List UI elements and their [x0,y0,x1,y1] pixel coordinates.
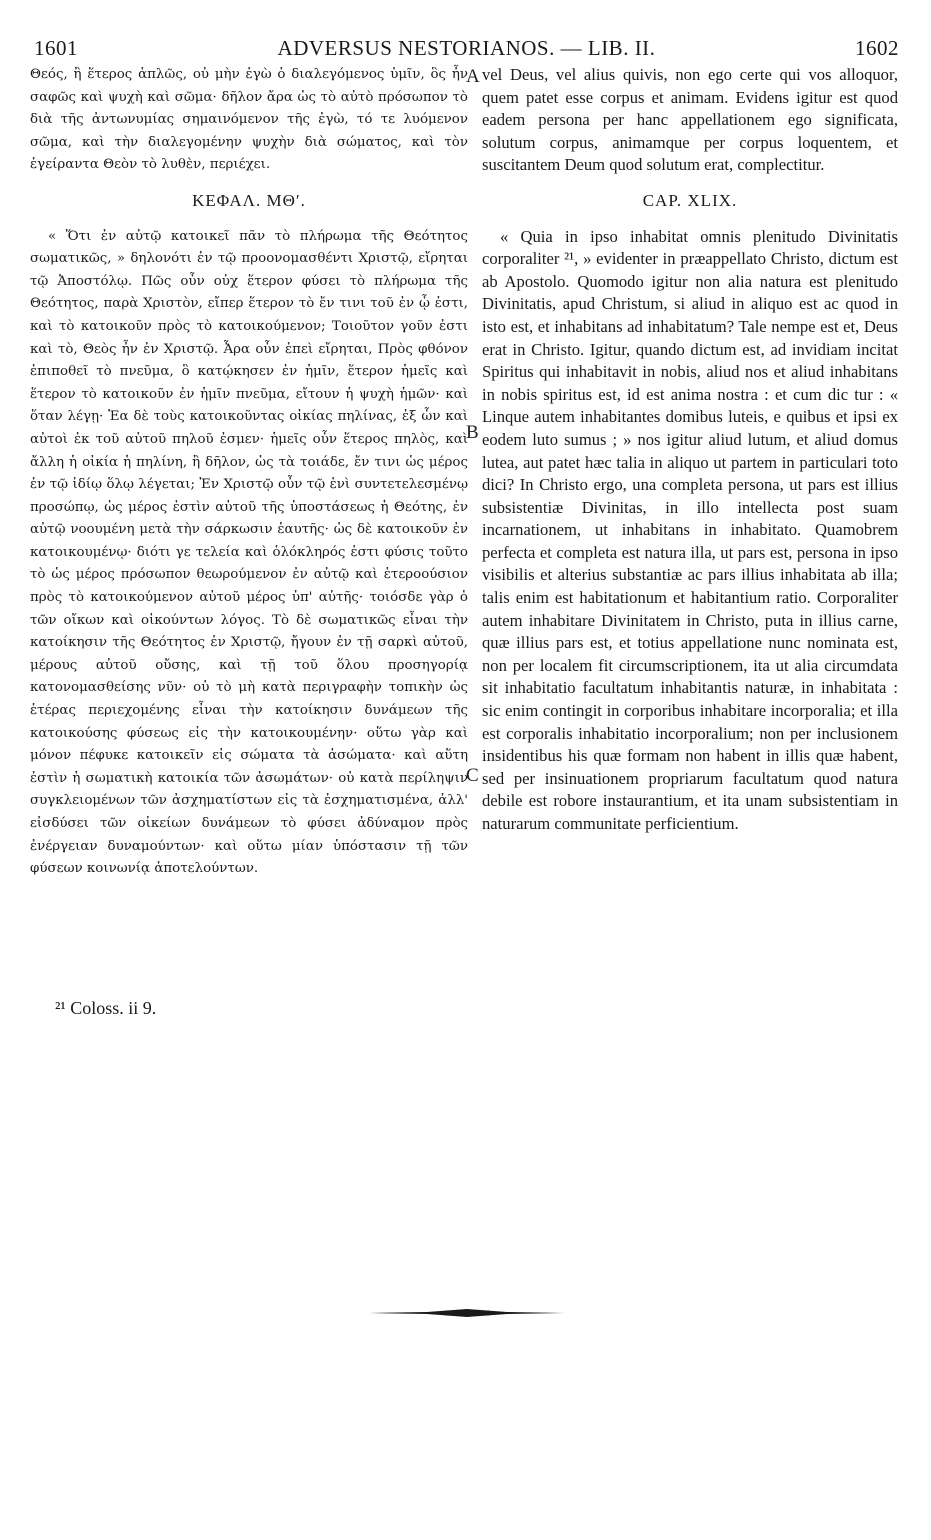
greek-paragraph-1: Θεός, ἢ ἕτερος ἁπλῶς, οὐ μὴν ἐγὼ ὁ διαλεγόμενος ὑμῖν, ὃς ἦν σαφῶς καὶ ψυχὴ καὶ σῶμα· δῆλον ἄρα ὡς τὸ αὐτὸ πρόσωπον τὸ διὰ τῆς ἀντωνυμίας σημαινόμενον τῆς ἐγὼ, τό τε λυόμενον σῶμα, καὶ τὴν διαλεγομένην ψυχὴν διὰ σώματος, καὶ τὸν ἐγείραντα Θεὸν τὸ λυθὲν, περιέχει. [30,67,468,173]
running-title: ADVERSUS NESTORIANOS. — LIB. II. [277,36,656,60]
greek-column [30,64,468,881]
latin-paragraph-2: « Quia in ipso inhabitat omnis plenitudo Divinitatis corporaliter ²¹, » evidenter in præappellato Christo, dictum est ab Apostolo. Quomodo igitur non alia natura est plenitudo Divinitatis, apud Christum, si aliud in aliquo est ac quod in isto est, et inhabitans ad inhabitatum? Tale nempe est et, Deus erat in Christo. Igitur, quando dictum est, ad invidiam incitat Spiritus qui inhabitavit in nobis, aliud nos et aliud inhabitans in nobis spiritus est, id est anima nostra : et cum dic tur : « Linque autem inhabitantes domibus luteis, e quibus et ipsi ex eodem luto sumus ; » nos igitur aliud lutum, et aliud domus lutea, aut patet hæc talia in aliquo ut partem in particulari toto dici? In Christo ergo, una completa persona, ut pars est illius subsistentiæ Divinitas, in illo intellecta post suam incarnationem, ut inhabitans in inhabitato. Quamobrem perfecta et completa est natura illa, ut pars est, persona in ipso visibilis et alterius substantiæ ac pars illius inhabitata ab illa; talis enim est habitationum et habitantium ratio. Corporaliter autem inhabitare Divinitatem in Christo, puta in illius carne, quæ illius pars est, et totius appellatione nunc nominata est, non per localem fit circumscriptionem, ita ut alia circumdata sit inhabitatio facultatum inhabitantis naturæ, in inhabitata : sic enim contingit in corporibus inhabitare incorporalia; et illa est corporalis inhabitatio incorporalium; non per inclusionem insidentibus his quæ formam non habent in illis quæ habent, sed per insinuationem propriarum facultatum quod natura debile est robore instaurantium, et ita unam subsistentiam in naturarum communitate perficientium. [482,226,898,833]
greek-chapter-heading: ΚΕΦΑΛ. ΜΘʹ. [192,190,306,210]
latin-paragraph-1: vel Deus, vel alius quivis, non ego certe qui vos alloquor, quem patet esse corpus et animam. Evidens igitur est quod eadem persona per hanc appellationem ego significata, solutum corpus, animamque per corpus loquentem, et suscitantem Deum quod solutum erat, complectitur. [482,65,898,175]
footnote: ²¹ Coloss. ii 9. [55,998,157,1018]
latin-column [482,64,898,836]
margin-letter-c: C [466,765,479,786]
page-header [34,36,899,64]
page-number-left: 1601 [34,36,78,60]
margin-letter-b: B [466,422,479,443]
end-ornament-divider [367,1306,567,1320]
page-number-right: 1602 [855,36,899,60]
latin-chapter-heading: CAP. XLIX. [642,190,738,210]
greek-paragraph-2: « Ὅτι ἐν αὐτῷ κατοικεῖ πᾶν τὸ πλήρωμα τῆς Θεότητος σωματικῶς, » δηλονότι ἐν τῷ προονομασθέντι Χριστῷ, εἴρηται τῷ Ἀποστόλῳ. Πῶς οὖν οὐχ ἕτερον φύσει τὸ πλήρωμα τῆς Θεότητος, παρὰ Χριστὸν, εἴπερ ἕτερον τὸ ἔν τινι τοῦ ἐν ᾧ ἐστι, καὶ τὸ κατοικοῦν πρὸς τὸ κατοικούμενον; Τοιοῦτον γοῦν ἐστι καὶ τὸ, Θεὸς ἦν ἐν Χριστῷ. Ἆρα οὖν ἐπεὶ εἴρηται, Πρὸς φθόνον ἐπιποθεῖ τὸ πνεῦμα, ὃ κατῴκησεν ἐν ἡμῖν, ἕτερον ἡμεῖς καὶ ἕτερον τὸ κατοικοῦν ἐν ἡμῖν πνεῦμα, εἴτουν ἡ ψυχὴ ἡμῶν· καὶ ὅταν λέγῃ· Ἐα δὲ τοὺς κατοικοῦντας οἰκίας πηλίνας, ἐξ ὧν καὶ αὐτοὶ ἐκ τοῦ αὐτοῦ πηλοῦ ἐσμεν· ἡμεῖς οὖν ἕτερος πηλὸς, καὶ ἄλλη ἡ οἰκία ἡ πηλίνη, ἢ δῆλον, ὡς τὰ τοιάδε, ἔν τινι ὡς μέρος ἐν τῷ ἰδίῳ ὅλῳ λέγεται; Ἐν Χριστῷ οὖν τῷ ἑνὶ συντετελεσμένῳ προσώπῳ, ὡς μέρος ἐστὶν αὐτοῦ τῆς ὑποστάσεως ἡ Θεότης, ἐν αὐτῷ νοουμένη μετὰ τὴν σάρκωσιν ἑαυτῆς· ὡς δὲ κατοικοῦν ἐν κατοικουμένῳ· διότι γε τελεία καὶ ὁλόκληρός ἐστι φύσις τοῦτο τὸ ὡς μέρος πρόσωπον θεωρούμενον ἐν αὐτῷ καὶ ἑτεροούσιον πρὸς τὸ κατοικούμενον αὐτοῦ μέρος ὑπ' αὐτῆς· τοιόσδε γὰρ ὁ τῶν οἴκων καὶ οἰκούντων λόγος. Τὸ δὲ σωματικῶς εἶναι τὴν κατοίκησιν τῆς Θεότητος ἐν Χριστῷ, ἤγουν ἐν τῇ σαρκὶ αὐτοῦ, μέρους αὐτοῦ οὔσης, καὶ τῇ τοῦ ὅλου προσηγορίᾳ κατονομασθείσης νῦν· οὐ τὸ μὴ κατὰ περιγραφὴν τοπικὴν ὡς ἑτέρας περιεχομένης εἶναι τὴν κατοίκησιν δυνάμεων τῆς κατοικούσης φύσεως εἰς τὴν κατοικουμένην· οὕτω γὰρ καὶ μόνον πέφυκε κατοικεῖν εἰς σώματα τὰ ἀσώματα· καὶ αὕτη ἐστὶν ἡ σωματικὴ κατοικία τῶν ἀσωμάτων· οὐ κατὰ περίληψιν συγκλειομένων τῶν ἀσχηματίστων εἰς τὰ ἐσχηματισμένα, ἀλλ' εἰσδύσει τῶν οἰκείων δυνάμεων τὸ φύσει ἀδύναμον πρὸς ἐνέργειαν δυναμούντων· καὶ οὕτω μίαν ὑπόστασιν τῇ τῶν φύσεων κοινωνίᾳ ἀποτελούντων. [30,228,468,877]
margin-letter-a: A [466,66,480,87]
